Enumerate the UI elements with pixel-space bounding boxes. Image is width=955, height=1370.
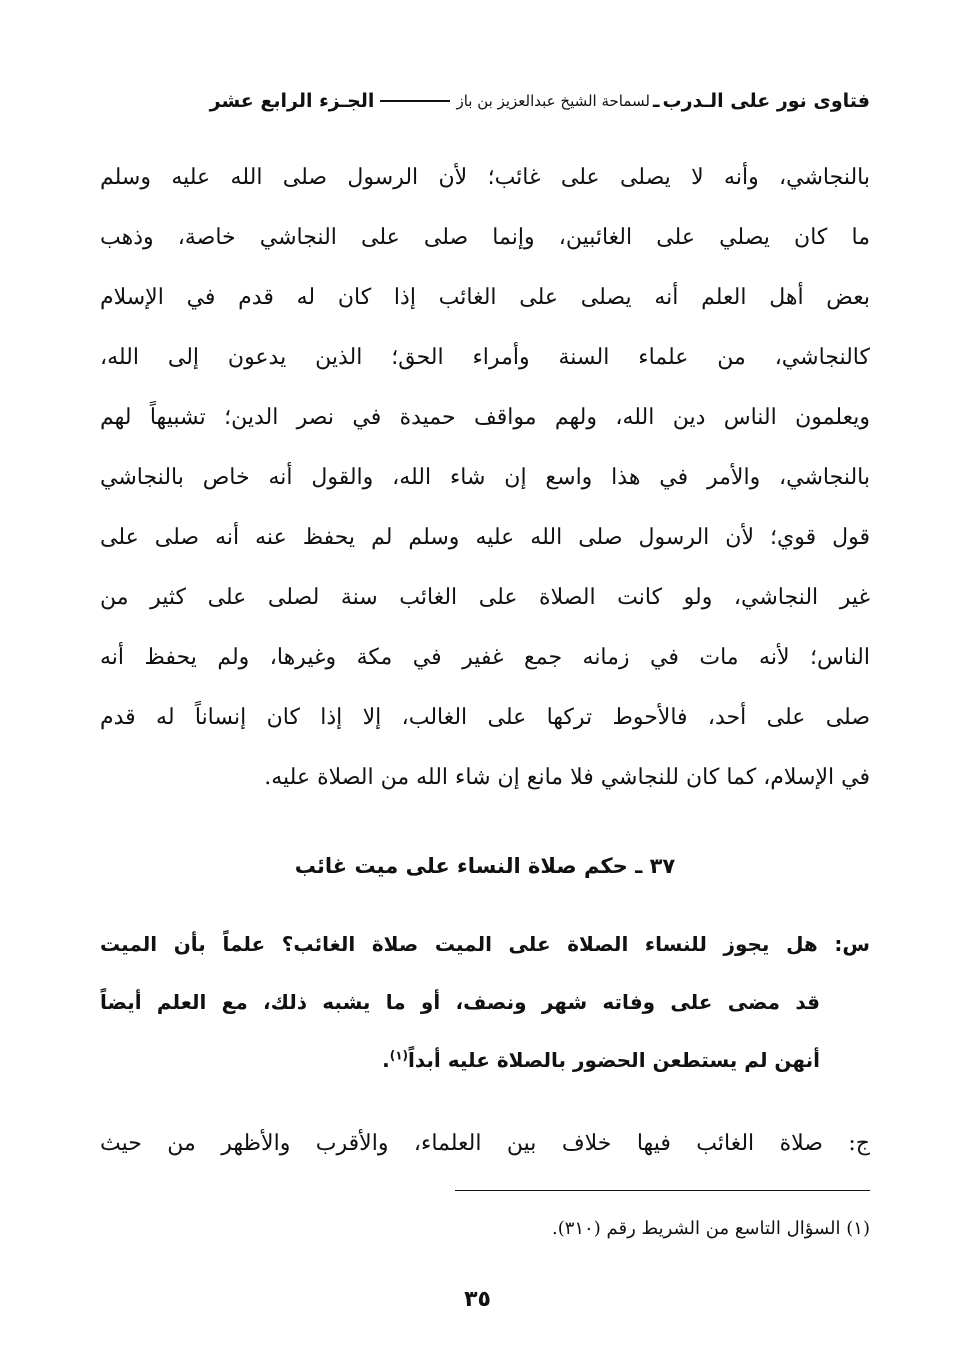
header-author: لسماحة الشيخ عبدالعزيز بن باز bbox=[456, 92, 650, 110]
body-line: بعض أهل العلم أنه يصلى على الغائب إذا كان له قدم في الإسلام bbox=[100, 285, 870, 310]
question-line-end: . bbox=[382, 1048, 390, 1072]
page-number: ٣٥ bbox=[464, 1287, 491, 1312]
question-line: س: هل يجوز للنساء الصلاة على الميت صلاة الغائب؟ علماً بأن الميت bbox=[100, 932, 870, 956]
question-block bbox=[100, 915, 870, 1089]
header-part: الجـزء الرابع عشر bbox=[209, 90, 375, 112]
body-line: الناس؛ لأنه مات في زمانه جمع غفير في مكة وغيرها، ولم يحفظ أنه bbox=[100, 645, 870, 670]
question-line-text: أنهن لم يستطعن الحضور بالصلاة عليه أبداً bbox=[408, 1048, 820, 1072]
footnote-reference: (١) bbox=[389, 1048, 408, 1063]
body-line: في الإسلام، كما كان للنجاشي فلا مانع إن شاء الله من الصلاة عليه. bbox=[264, 765, 870, 790]
body-line: ما كان يصلي على الغائبين، وإنما صلى على النجاشي خاصة، وذهب bbox=[100, 225, 870, 250]
header-rule bbox=[380, 100, 450, 102]
question-line: قد مضى على وفاته شهر ونصف، أو ما يشبه ذلك، مع العلم أيضاً bbox=[100, 990, 820, 1014]
section-title: ٣٧ ـ حكم صلاة النساء على ميت غائب bbox=[294, 854, 676, 878]
body-line: صلى على أحد، فالأحوط تركها على الغالب، إلا إذا كان إنساناً له قدم bbox=[100, 705, 870, 730]
header-book-title: فتاوى نور على الـدرب bbox=[662, 90, 870, 112]
body-text bbox=[100, 148, 870, 808]
header-dash: ـ bbox=[653, 90, 660, 112]
body-line: بالنجاشي، وأنه لا يصلى على غائب؛ لأن الرسول صلى الله عليه وسلم bbox=[100, 165, 870, 190]
question-line-last bbox=[100, 1031, 870, 1089]
footnote: (١) السؤال التاسع من الشريط رقم (٣١٠). bbox=[551, 1218, 870, 1239]
answer-line: ج: صلاة الغائب فيها خلاف بين العلماء، والأقرب والأظهر من حيث bbox=[100, 1131, 870, 1156]
body-line: ويعلمون الناس دين الله، ولهم مواقف حميدة في نصر الدين؛ تشبيهاً لهم bbox=[100, 405, 870, 430]
running-header bbox=[100, 86, 870, 116]
body-line: قول قوي؛ لأن الرسول صلى الله عليه وسلم لم يحفظ عنه أنه صلى على bbox=[100, 525, 870, 550]
footnote-divider bbox=[455, 1190, 870, 1191]
body-line: غير النجاشي، ولو كانت الصلاة على الغائب سنة لصلى على كثير من bbox=[100, 585, 870, 610]
body-line: كالنجاشي، من علماء السنة وأمراء الحق؛ الذين يدعون إلى الله، bbox=[100, 345, 870, 370]
body-line: بالنجاشي، والأمر في هذا واسع إن شاء الله، والقول أنه خاص بالنجاشي bbox=[100, 465, 870, 490]
